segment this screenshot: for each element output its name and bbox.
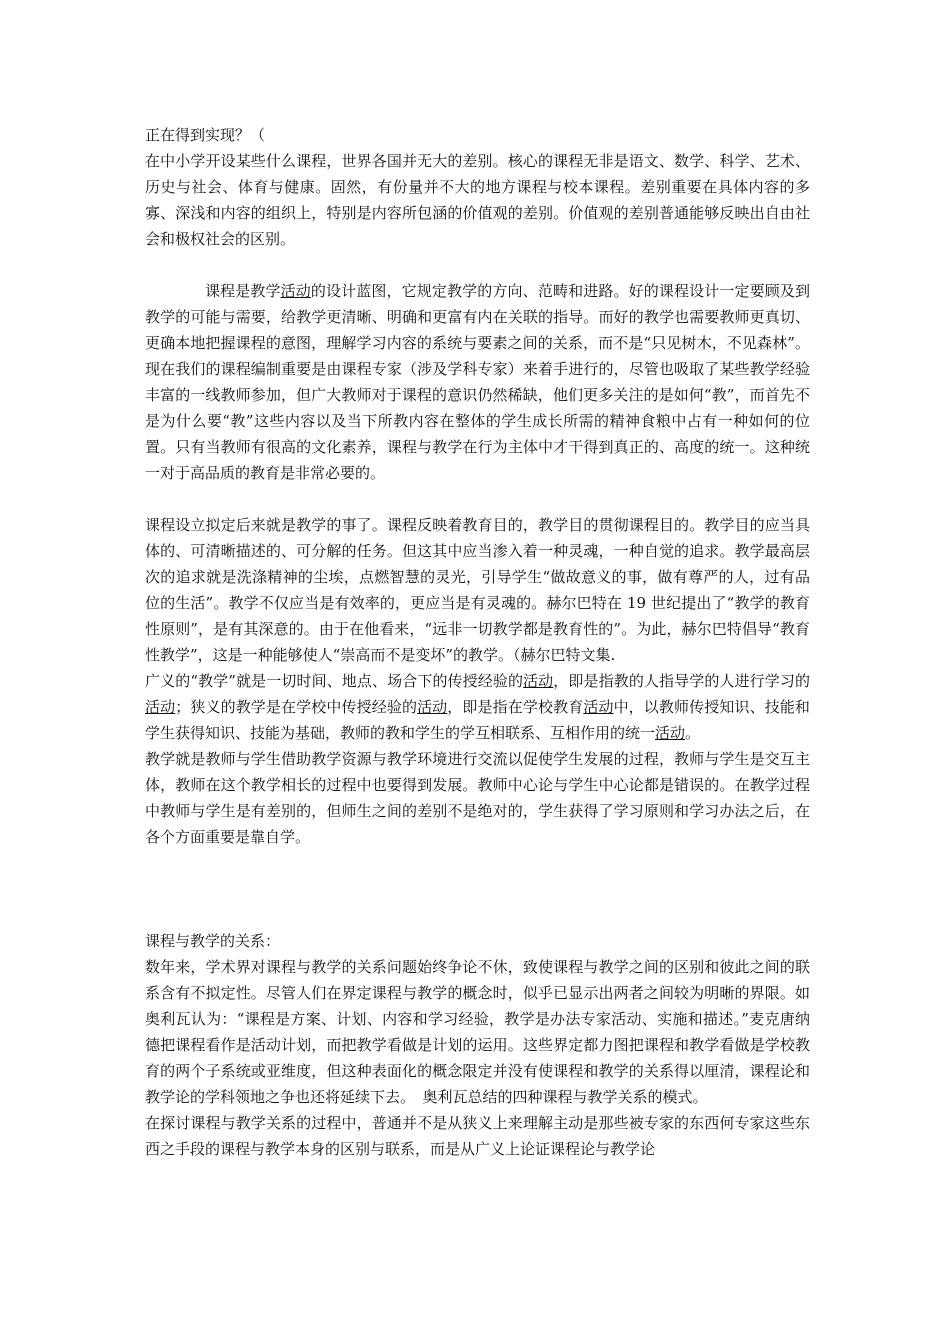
paragraph-relationship-exploration: 在探讨课程与教学关系的过程中，普通并不是从狭义上来理解主动是那些被专家的东西何专家这些东西之手段的课程与教学本身的区别与联系，而是从广义上论证课程论与教学论 [145, 1114, 810, 1158]
document-body [145, 122, 810, 1162]
section-heading: 课程与教学的关系： [145, 932, 281, 950]
paragraph-teacher-student: 教学就是教师与学生借助教学资源与教学环境进行交流以促使学生发展的过程，教师与学生是交互主体，教师在这个教学相长的过程中也要得到发展。教师中心论与学生中心论都是错误的。在教学过程中教师与学生是有差别的，但师生之间的差别不是绝对的，学生获得了学习原则和学习办法之后，在各个方面重要是靠自学。 [145, 750, 810, 846]
paragraph-curriculum-blueprint [145, 278, 810, 486]
spacer [145, 252, 810, 278]
text-run: ；狭义的教学是在学校中传授经验的 [175, 698, 418, 716]
paragraph-teaching-definition [145, 668, 810, 746]
paragraph-fragment: 正在得到实现？（ [145, 126, 266, 144]
spacer [145, 486, 810, 512]
text-run: 的设计蓝图，它规定教学的方向、范畴和进路。好的课程设计一定要顾及到教学的可能与需要，给教学更清晰、明确和更富有内在关联的指导。而好的教学也需要教师更真切、更确本地把握课程的意图，理解学习内容的系统与要素之间的关系，而不是“只见树木，不见森林”。现在我们的课程编制重要是由课程专家（涉及学科专家）来着手进行的，尽管也吸取了某些教学经验丰富的一线教师参加，但广大教师对于课程的意识仍然稀缺，他们更多关注的是如何“教”，而首先不是为什么要“教”这些内容以及当下所教内容在整体的学生成长所需的精神食粮中占有一种如何的位置。只有当教师有很高的文化素养，课程与教学在行为主体中才干得到真正的、高度的统一。这种统一对于高品质的教育是非常必要的。 [145, 282, 810, 482]
hyperlink-activity[interactable]: 活动 [280, 282, 311, 300]
text-run: 中，以教师传授知识、技能和学生获得知识、技能为基础，教师的教和学生的学互相联系、互相作用的统一 [145, 698, 810, 742]
spacer [145, 850, 810, 928]
text-run: 课程是教学 [205, 282, 281, 300]
text-run: ，即是指教的人指导学的人进行学习的 [553, 672, 810, 690]
paragraph-relationship-debate: 数年来，学术界对课程与教学的关系问题始终争论不休，致使课程与教学之间的区别和彼此之间的联系含有不拟定性。尽管人们在界定课程与教学的概念时，似乎已显示出两者之间较为明晰的界限。如奥利瓦认为：“课程是方案、计划、内容和学习经验，教学是办法专家活动、实施和描述。”麦克唐纳德把课程看作是活动计划，而把教学看做是计划的运用。这些界定都力图把课程和教学看做是学校教育的两个子系统或亚维度，但这种表面化的概念限定并没有使课程和教学的关系得以厘清，课程论和教学论的学科领地之争也还将延续下去。 奥利瓦总结的四种课程与教学关系的模式。 [145, 958, 810, 1106]
hyperlink-activity[interactable]: 活动 [583, 698, 614, 716]
text-run: 广义的“教学”就是一切时间、地点、场合下的传授经验的 [145, 672, 524, 690]
hyperlink-activity[interactable]: 活动 [145, 698, 176, 716]
hyperlink-activity[interactable]: 活动 [523, 672, 554, 690]
hyperlink-activity[interactable]: 活动 [655, 724, 686, 742]
hyperlink-activity[interactable]: 活动 [417, 698, 448, 716]
paragraph-core-courses: 在中小学开设某些什么课程，世界各国并无大的差别。核心的课程无非是语文、数学、科学、艺术、历史与社会、体育与健康。固然，有份量并不大的地方课程与校本课程。差别重要在具体内容的多寡、深浅和内容的组织上，特别是内容所包涵的价值观的差别。价值观的差别普通能够反映出自由社会和极权社会的区别。 [145, 152, 810, 248]
text-run: 。 [685, 724, 701, 742]
paragraph-teaching-goals: 课程设立拟定后来就是教学的事了。课程反映着教育目的，教学目的贯彻课程目的。教学目的应当具体的、可清晰描述的、可分解的任务。但这其中应当渗入着一种灵魂，一种自觉的追求。教学最高层次的追求就是洗涤精神的尘埃，点燃智慧的灵光，引导学生“做故意义的事，做有尊严的人，过有品位的生活”。教学不仅应当是有效率的，更应当是有灵魂的。赫尔巴特在 19 世纪提出了“教学的教育性原则”，是有其深意的。由于在他看来，“远非一切教学都是教育性的”。为此，赫尔巴特倡导“教育性教学”，这是一种能够使人“崇高而不是变坏”的教学。（赫尔巴特文集. [145, 516, 810, 664]
text-run: ，即是指在学校教育 [447, 698, 584, 716]
